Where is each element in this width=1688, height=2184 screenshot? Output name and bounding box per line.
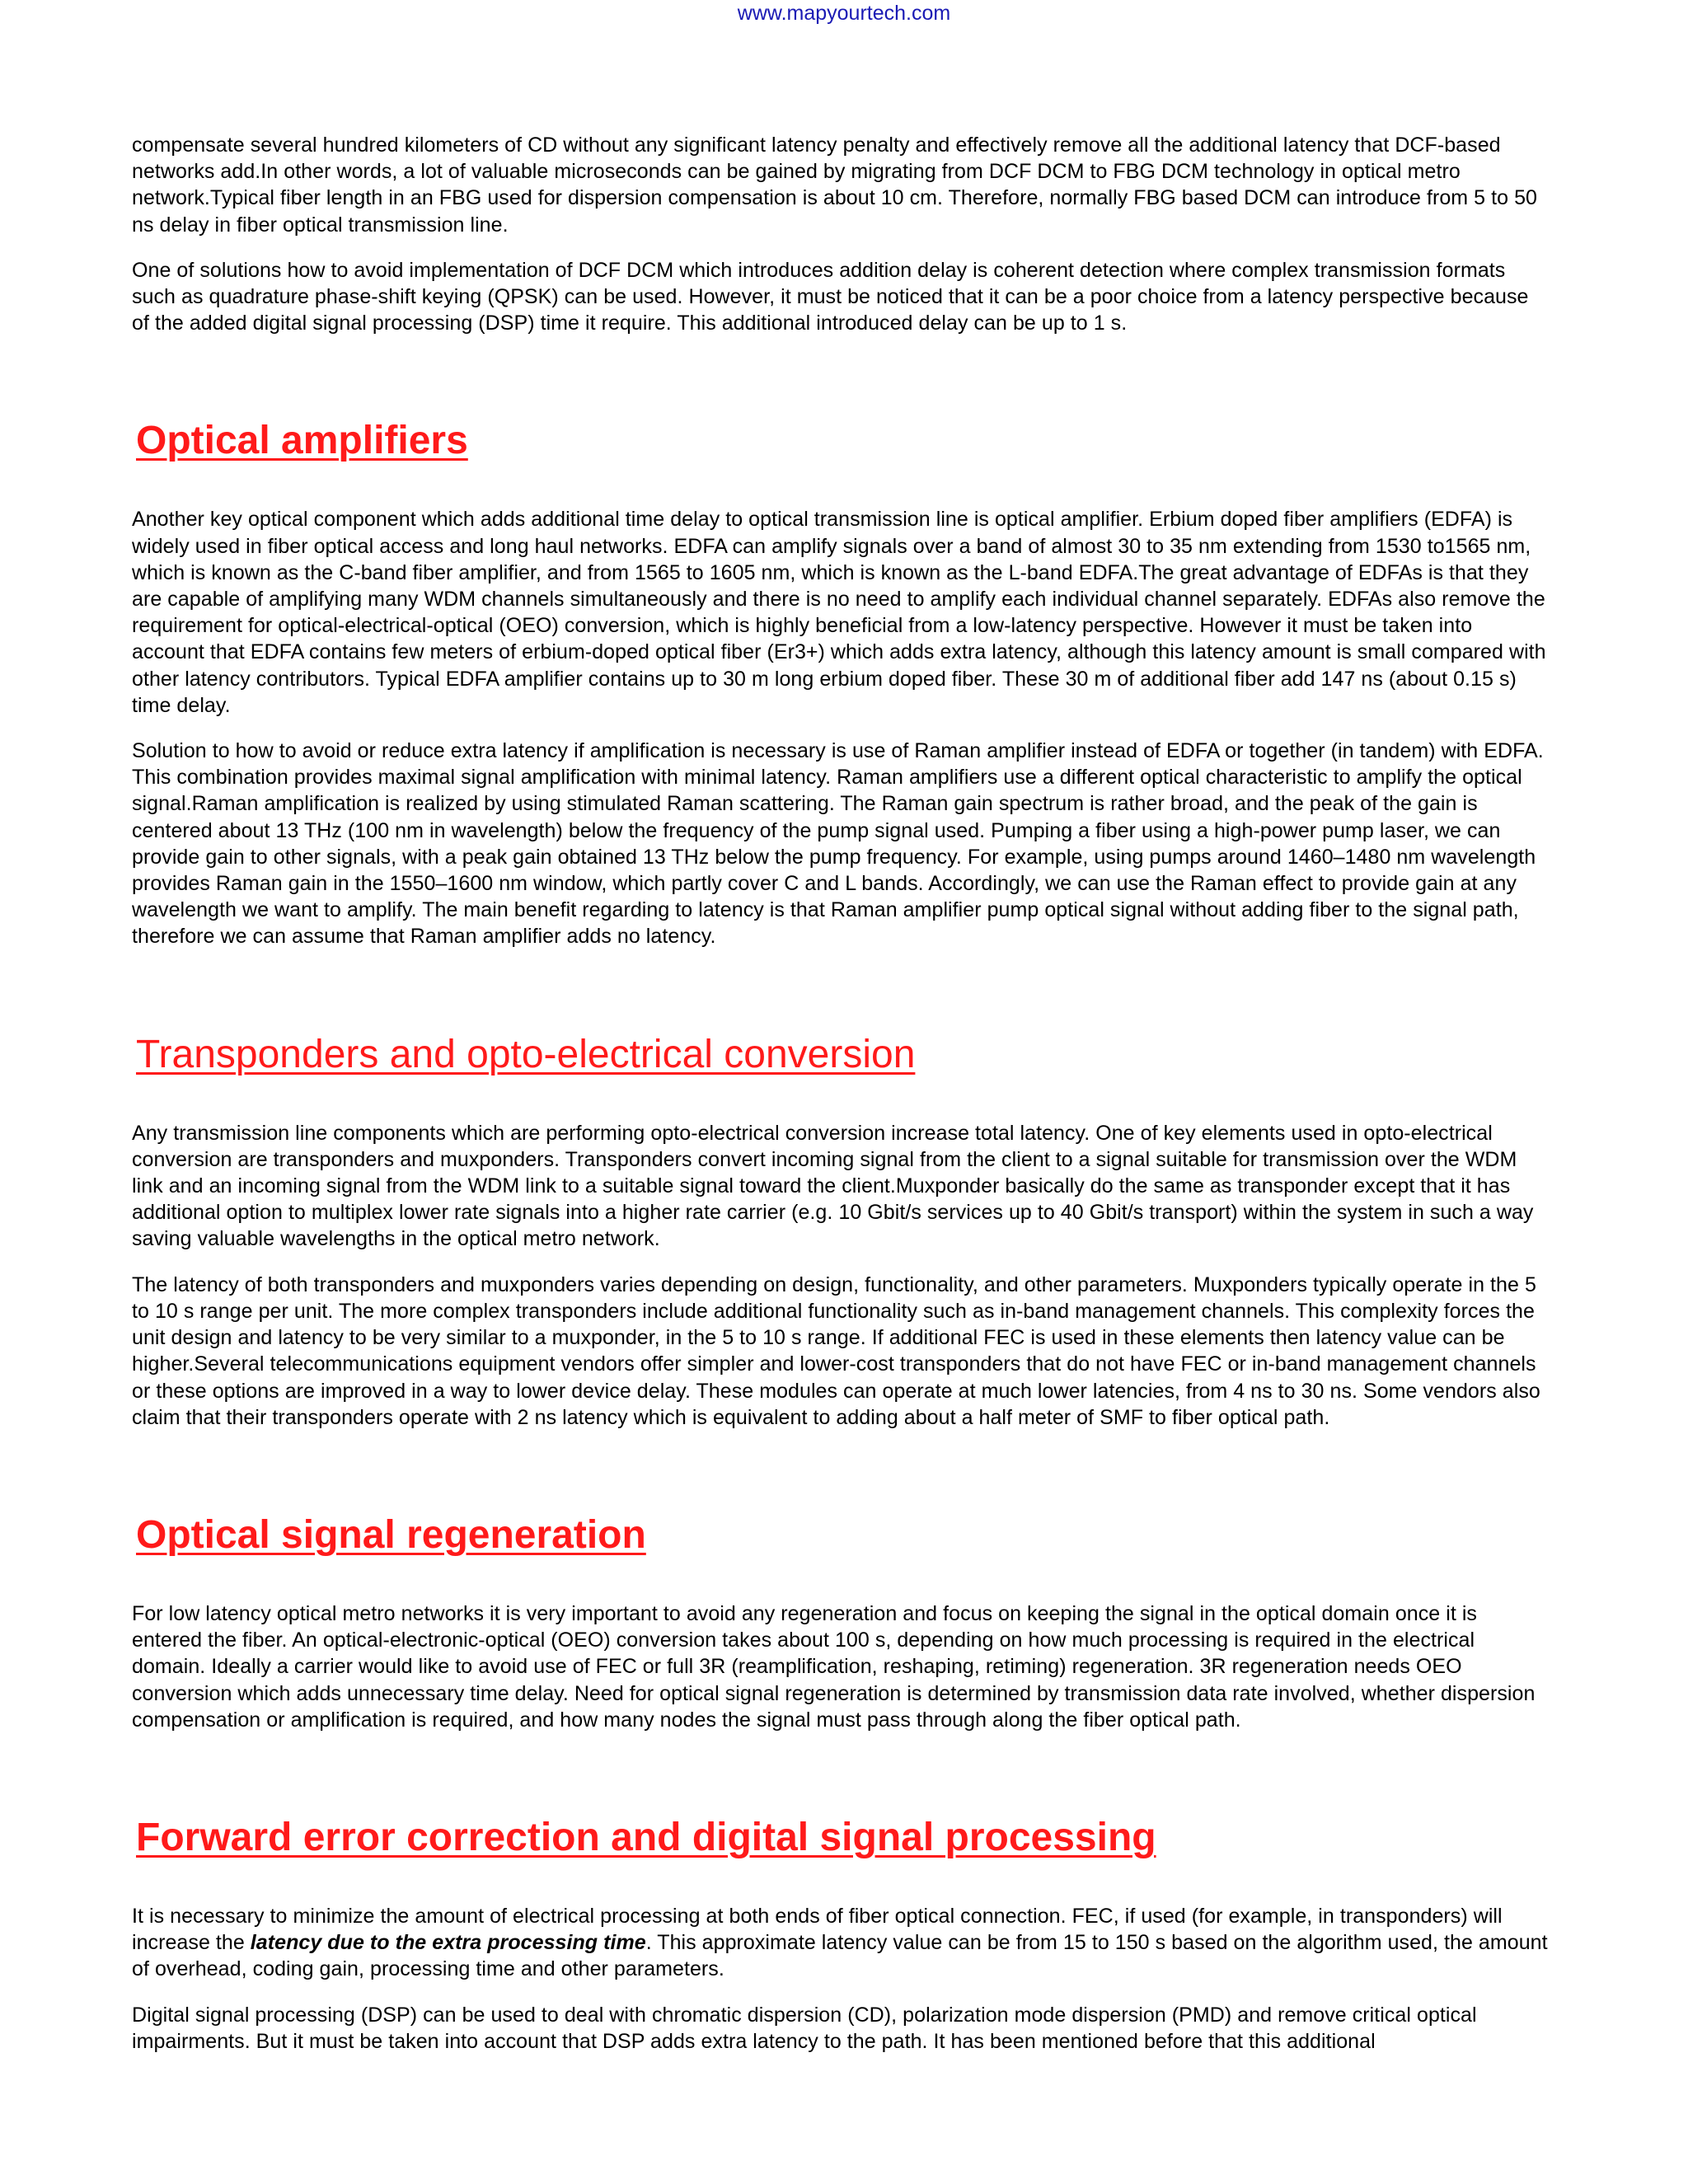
- heading-transponders: Transponders and opto-electrical conversion: [136, 1032, 916, 1076]
- section-spacer: [132, 355, 1550, 418]
- fec-paragraph-2: Digital signal processing (DSP) can be used to deal with chromatic dispersion (CD), polarization mode dispersion (PMD) and remove critical optical impairments. But it must be taken into account that DSP adds extra latency to the path. It has been mentioned before that this additional: [132, 2003, 1477, 2053]
- amplifiers-paragraph-1: Another key optical component which adds additional time delay to optical transmission line is optical amplifier. Erbium doped fiber amplifiers (EDFA) is widely used in fiber optical access and long haul networks. EDFA can amplify signals over a band of almost 30 to 35 nm extending from 1530 to1565 nm, which is known as the C-band fiber amplifier, and from 1565 to 1605 nm, which is known as the L-band EDFA.The great advantage of EDFAs is that they are capable of amplifying many WDM channels simultaneously and there is no need to amplify each individual channel separately. EDFAs also remove the requirement for optical-electrical-optical (OEO) conversion, which is highly beneficial from a low-latency perspective. However it must be taken into account that EDFA contains few meters of erbium-doped optical fiber (Er3+) which adds extra latency, although this latency amount is small compared with other latency contributors. Typical EDFA amplifier contains up to 30 m long erbium doped fiber. These 30 m of additional fiber add 147 ns (about 0.15 s) time delay.: [132, 508, 1546, 717]
- heading-optical-amplifiers: Optical amplifiers: [136, 419, 468, 463]
- heading-fec-dsp: Forward error correction and digital signal processing: [136, 1815, 1156, 1859]
- intro-paragraph-1: compensate several hundred kilometers of CD without any significant latency penalty and effectively remove all the additional latency that DCF-based networks add.In other words, a lot of valuable microseconds can be gained by migrating from DCF DCM to FBG DCM technology in optical metro network.Typical fiber length in an FBG used for dispersion compensation is about 10 cm. Therefore, normally FBG based DCM can introduce from 5 to 50 ns delay in fiber optical transmission line.: [132, 134, 1537, 237]
- heading-optical-signal-regeneration: Optical signal regeneration: [136, 1512, 646, 1557]
- site-url-link[interactable]: www.mapyourtech.com: [737, 2, 951, 25]
- regeneration-paragraph-1: For low latency optical metro networks it is very important to avoid any regeneration and focus on keeping the signal in the optical domain once it is entered the fiber. An optical-electronic-optical (OEO) conversion takes about 100 s, depending on how much processing is required in the electrical domain. Ideally a carrier would like to avoid use of FEC or full 3R (reamplification, reshaping, retiming) regeneration. 3R regeneration needs OEO conversion which adds unnecessary time delay. Need for optical signal regeneration is determined by transmission data rate involved, whether dispersion compensation or amplification is required, and how many nodes the signal must pass through along the fiber optical path.: [132, 1601, 1536, 1732]
- fec-text-after: . This approximate latency value can be from 15 to 150 s based on the algorithm used, the amount of overhead, coding gain, processing time and other parameters.: [132, 1931, 1548, 1981]
- fec-text-before: It is necessary to minimize the amount of electrical processing at both ends of fiber optical connection. FEC, if used (for example, in transponders) will increase the: [132, 1904, 1503, 1955]
- transponders-paragraph-2: The latency of both transponders and muxponders varies depending on design, functionality, and other parameters. Muxponders typically operate in the 5 to 10 s range per unit. The more complex transponders include additional functionality such as in-band management channels. This complexity forces the unit design and latency to be very similar to a muxponder, in the 5 to 10 s range. If additional FEC is used in these elements then latency value can be higher.Several telecommunications equipment vendors offer simpler and lower-cost transponders that do not have FEC or in-band management channels or these options are improved in a way to lower device delay. These modules can operate at much lower latencies, from 4 ns to 30 ns. Some vendors also claim that their transponders operate with 2 ns latency which is equivalent to adding about a half meter of SMF to fiber optical path.: [132, 1272, 1540, 1429]
- section-spacer: [132, 1450, 1550, 1512]
- intro-paragraph-2: One of solutions how to avoid implementation of DCF DCM which introduces addition delay is coherent detection where complex transmission formats such as quadrature phase-shift keying (QPSK) can be used. However, it must be noticed that it can be a poor choice from a latency perspective because of the added digital signal processing (DSP) time it require. This additional introduced delay can be up to 1 s.: [132, 258, 1529, 335]
- section-spacer: [132, 969, 1550, 1032]
- section-spacer: [132, 1752, 1550, 1815]
- amplifiers-paragraph-2: Solution to how to avoid or reduce extra latency if amplification is necessary is use of Raman amplifier instead of EDFA or together (in tandem) with EDFA. This combination provides maximal signal amplification with minimal latency. Raman amplifiers use a different optical characteristic to amplify the optical signal.Raman amplification is realized by using stimulated Raman scattering. The Raman gain spectrum is rather broad, and the peak of the gain is centered about 13 THz (100 nm in wavelength) below the frequency of the pump signal used. Pumping a fiber using a high-power pump laser, we can provide gain to other signals, with a peak gain obtained 13 THz below the pump frequency. For example, using pumps around 1460–1480 nm wavelength provides Raman gain in the 1550–1600 nm window, which partly cover C and L bands. Accordingly, we can use the Raman effect to provide gain at any wavelength we want to amplify. The main benefit regarding to latency is that Raman amplifier pump optical signal without adding fiber to the signal path, therefore we can assume that Raman amplifier adds no latency.: [132, 739, 1544, 949]
- transponders-paragraph-1: Any transmission line components which are performing opto-electrical conversion increase total latency. One of key elements used in opto-electrical conversion are transponders and muxponders. Transponders convert incoming signal from the client to a signal suitable for transmission over the WDM link and an incoming signal from the WDM link to a suitable signal toward the client.Muxponder basically do the same as transponder except that it has additional option to multiplex lower rate signals into a higher rate carrier (e.g. 10 Gbit/s services up to 40 Gbit/s transport) within the system in such a way saving valuable wavelengths in the optical metro network.: [132, 1121, 1534, 1251]
- fec-paragraph-1: [132, 1903, 1550, 1983]
- fec-emphasis: latency due to the extra processing time: [250, 1931, 646, 1955]
- document-body: [132, 132, 1550, 2074]
